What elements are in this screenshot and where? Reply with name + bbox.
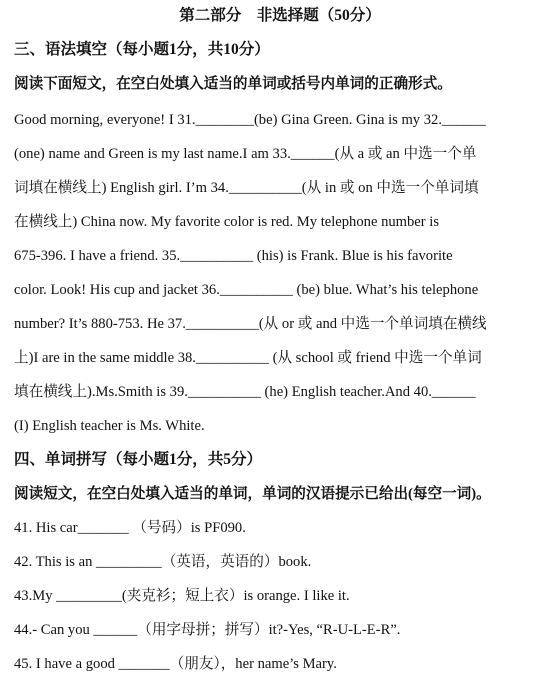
part-title: 第二部分 非选择题（50分） <box>179 7 381 24</box>
passage-line: 在横线上) China now. My favorite color is red. My telephone number is <box>14 214 440 230</box>
passage-line: 词填在横线上) English girl. I’m 34.__________(从 in 或 on 中选一个单词填 <box>14 180 479 196</box>
section-4-heading: 四、单词拼写（每小题1分，共5分） <box>14 451 263 468</box>
passage-line: (I) English teacher is Ms. White. <box>14 418 205 434</box>
spelling-item-43: 43.My _________(夹克衫；短上衣）is orange. I like it. <box>14 588 350 604</box>
section-4-instruction: 阅读短文，在空白处填入适当的单词，单词的汉语提示已给出(每空一词)。 <box>14 486 491 502</box>
passage-line: 上)I are in the same middle 38.__________ (从 school 或 friend 中选一个单词 <box>14 350 482 366</box>
passage-line: number? It’s 880-753. He 37.__________(从 or 或 and 中选一个单词填在横线 <box>14 316 487 332</box>
spelling-item-44: 44.- Can you ______（用字母拼；拼写）it?-Yes, “R-U-L-E-R”. <box>14 622 401 638</box>
passage-line: (one) name and Green is my last name.I am 33.______(从 a 或 an 中选一个单 <box>14 146 477 162</box>
spelling-item-45: 45. I have a good _______（朋友），her name’s Mary. <box>14 656 337 672</box>
passage-line: 675-396. I have a friend. 35.__________ (his) is Frank. Blue is his favorite <box>14 248 453 264</box>
passage-line: color. Look! His cup and jacket 36.__________ (be) blue. What’s his telephone <box>14 282 479 298</box>
spelling-item-42: 42. This is an _________（英语，英语的）book. <box>14 554 312 570</box>
section-3-heading: 三、语法填空（每小题1分，共10分） <box>14 41 270 58</box>
spelling-item-41: 41. His car_______ （号码）is PF090. <box>14 520 246 536</box>
passage-line: 填在横线上).Ms.Smith is 39.__________ (he) English teacher.And 40.______ <box>14 384 476 400</box>
passage-line: Good morning, everyone! I 31.________(be) Gina Green. Gina is my 32.______ <box>14 112 486 128</box>
section-3-instruction: 阅读下面短文，在空白处填入适当的单词或括号内单词的正确形式。 <box>14 76 452 92</box>
